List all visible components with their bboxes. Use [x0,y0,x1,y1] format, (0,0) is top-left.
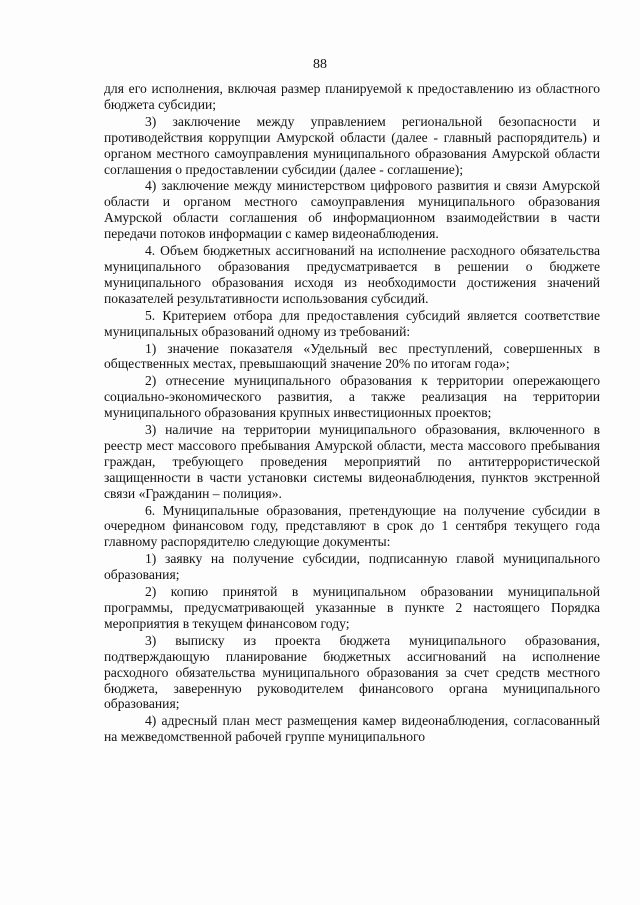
paragraph-9: 6. Муниципальные образования, претендующие на получение субсидии в очередном финансовом году, представляют в срок до 1 сентября текущего года главному распорядителю следующие документы: [104,502,600,550]
page-number: 88 [313,57,327,72]
paragraph-5: 5. Критерием отбора для предоставления субсидий является соответствие муниципальных образований одному из требований: [104,307,600,339]
paragraph-3: 4) заключение между министерством цифрового развития и связи Амурской области и органом местного самоуправления муниципального образования Амурской области соглашения об информационном взаимодействии в части передачи потоков информации с камер видеонаблюдения. [104,178,600,242]
paragraph-8: 3) наличие на территории муниципального образования, включенного в реестр мест массового пребывания Амурской области, места массового пребывания граждан, требующего проведения мероприятий по антитеррористической защищенности в части установки системы видеонаблюдения, пунктов экстренной связи «Гражданин – полиция». [104,422,600,501]
paragraph-2: 3) заключение между управлением региональной безопасности и противодействия коррупции Амурской области (далее - главный распорядитель) и органом местного самоуправления муниципального образования Амурской области соглашения о предоставлении субсидии (далее - соглашение); [104,113,600,177]
paragraph-12: 3) выписку из проекта бюджета муниципального образования, подтверждающую планирование бюджетных ассигнований на исполнение расходного обязательства муниципального образования за счет средств местного бюджета, заверенную руководителем финансового органа муниципального образования; [104,632,600,712]
document-body [104,81,600,746]
paragraph-10: 1) заявку на получение субсидии, подписанную главой муниципального образования; [104,551,600,583]
paragraph-11: 2) копию принятой в муниципальном образовании муниципальной программы, предусматривающей указанные в пункте 2 настоящего Порядка мероприятия в текущем финансовом году; [104,584,600,631]
paragraph-4: 4. Объем бюджетных ассигнований на исполнение расходного обязательства муниципального образования предусматривается в решении о бюджете муниципального образования исходя из необходимости достижения значений показателей результативности использования субсидий. [104,243,600,306]
paragraph-7: 2) отнесение муниципального образования к территории опережающего социально-экономического развития, а также реализация на территории муниципального образования крупных инвестиционных проектов; [104,373,600,421]
paragraph-13: 4) адресный план мест размещения камер видеонаблюдения, согласованный на межведомственной рабочей группе муниципального [104,713,600,745]
paragraph-6: 1) значение показателя «Удельный вес преступлений, совершенных в общественных местах, превышающий значение 20% по итогам года»; [104,340,600,372]
paragraph-1: для его исполнения, включая размер планируемой к предоставлению из областного бюджета субсидии; [104,81,600,112]
